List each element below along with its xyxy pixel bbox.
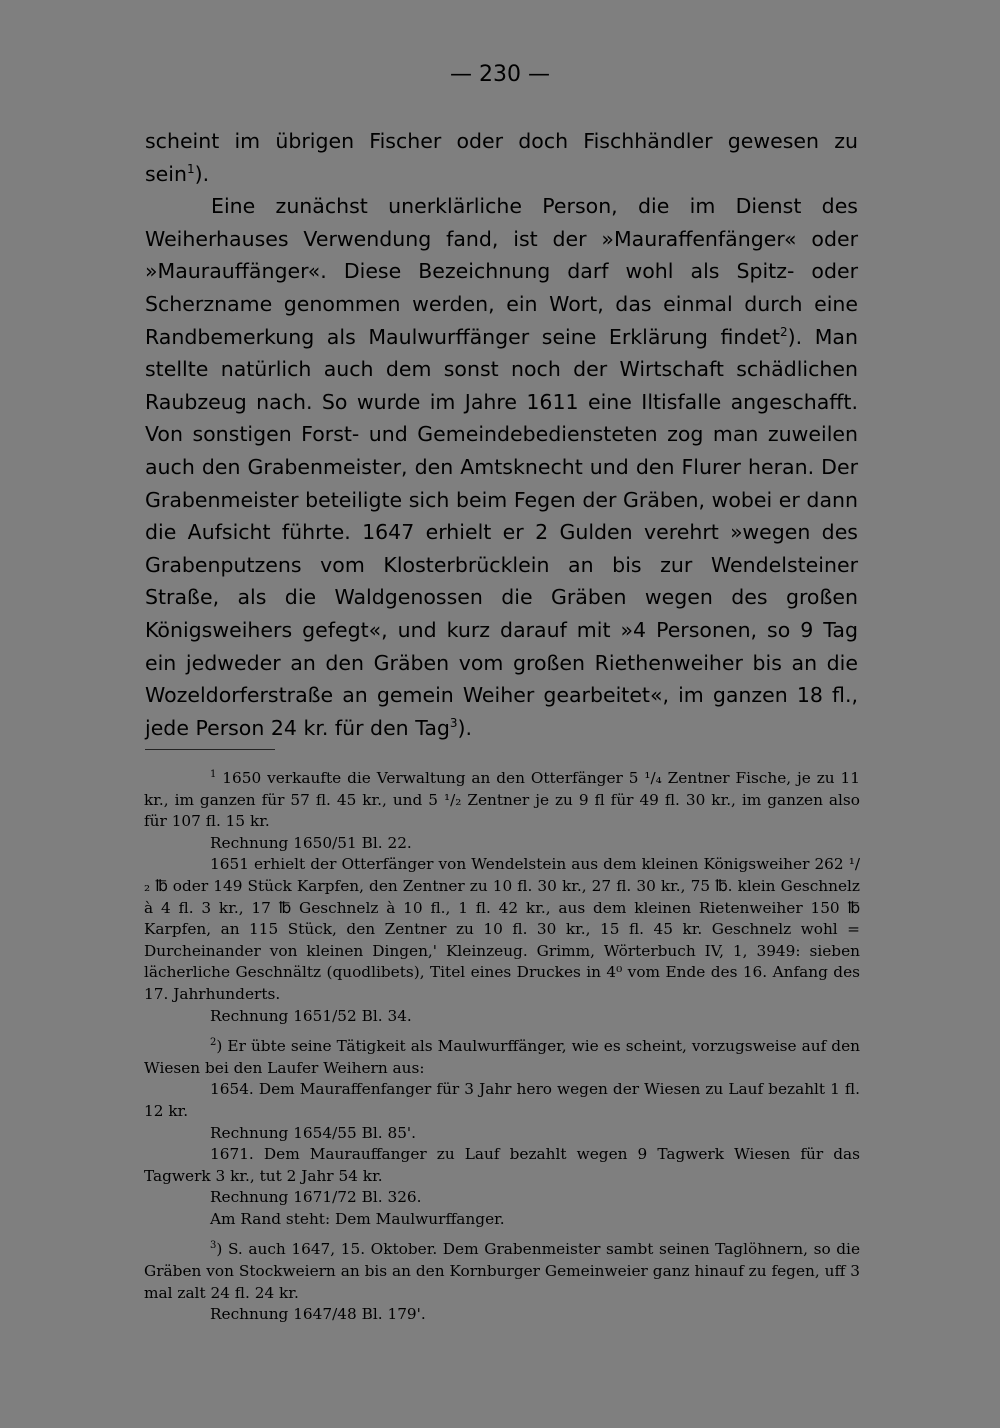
paragraph-text: Eine zunächst unerklärliche Person, die im Dienst des Weiherhauses Verwendung fand, ist der »Mauraffenfänger« oder »Maurauffänger«. Diese Bezeichnung darf wohl als Spitz- oder Scherzname genommen werden, ein Wort, das einmal durch eine Randbemerkung als Maulwurffänger seine Erklärung findet — [145, 194, 858, 349]
footnote-divider — [145, 749, 275, 750]
footnote-source: Rechnung 1650/51 Bl. 22. — [210, 833, 412, 852]
footnote-text: 1671. Dem Maurauffanger zu Lauf bezahlt wegen 9 Tagwerk Wiesen für das Tagwerk 3 kr., tut 2 Jahr 54 kr. — [144, 1145, 860, 1185]
footnote-line: ) S. auch 1647, 15. Oktober. Dem Grabenmeister sambt seinen Taglöhnern, so die Gräben von Stockweiern an bis an den Kornburger Gemeinweier ganz hinauf zu fegen, uff 3 mal zalt 24 fl. 24 kr. — [144, 1240, 860, 1302]
footnote-text — [144, 1036, 860, 1079]
paragraph-text: scheint im übrigen Fischer oder doch Fischhändler gewesen zu sein — [145, 129, 858, 186]
footnote-text — [144, 1239, 860, 1304]
footnote-line: ) Er übte seine Tätigkeit als Maulwurffänger, wie es scheint, vorzugsweise auf den Wiesen bei den Laufer Weihern aus: — [144, 1037, 860, 1077]
footnote-mark: 2 — [210, 1037, 217, 1049]
footnote-source: Rechnung 1651/52 Bl. 34. — [210, 1006, 412, 1025]
paragraph-text: ). — [194, 161, 210, 186]
footnote-line: 1650 verkaufte die Verwaltung an den Otterfänger 5 ¹/₄ Zentner Fische, je zu 11 kr., im ganzen für 57 fl. 45 kr., und 5 ¹/₂ Zentner je zu 9 fl für 49 fl. 30 kr., im ganzen also für 107 fl. 15 kr. — [144, 769, 860, 831]
footnote-2 — [144, 1036, 860, 1230]
footnote-ref[interactable]: 3 — [449, 715, 458, 730]
footnote-ref[interactable]: 1 — [186, 161, 195, 176]
paragraph — [145, 125, 858, 190]
page-number: — 230 — — [450, 62, 550, 87]
footnote-note: Am Rand steht: Dem Maulwurffanger. — [210, 1209, 505, 1228]
footnote-text: 1654. Dem Mauraffenfanger für 3 Jahr hero wegen der Wiesen zu Lauf bezahlt 1 fl. 12 kr. — [144, 1080, 860, 1120]
footnotes — [144, 768, 860, 1335]
paragraph-text: ). — [457, 715, 473, 740]
footnote-ref[interactable]: 2 — [780, 324, 788, 339]
footnote-source: Rechnung 1647/48 Bl. 179'. — [210, 1305, 426, 1324]
footnote-mark: 1 — [210, 769, 217, 780]
footnote-text — [144, 768, 860, 833]
main-text — [145, 125, 858, 744]
footnote-3 — [144, 1239, 860, 1325]
footnote-text: 1651 erhielt der Otterfänger von Wendelstein aus dem kleinen Königsweiher 262 ¹/₂ ℔ oder 149 Stück Karpfen, den Zentner zu 10 fl. 30 kr., 27 fl. 30 kr., 75 ℔. klein Geschnelz à 4 fl. 3 kr., 17 ℔ Geschnelz à 10 fl., 1 fl. 42 kr., aus dem kleinen Rietenweiher 150 ℔ Karpfen, an 115 Stück, den Zentner zu 10 fl. 30 kr., 15 fl. 45 kr. Geschnelz wohl = Durcheinander von kleinen Dingen,' Kleinzeug. Grimm, Wörterbuch IV, 1, 3949: sieben lächerliche Geschnältz (quodlibets), Titel eines Druckes in 4⁰ vom Ende des 16. Anfang des 17. Jahrhunderts. — [144, 855, 860, 1003]
footnote-source: Rechnung 1654/55 Bl. 85'. — [210, 1123, 417, 1142]
footnote-source: Rechnung 1671/72 Bl. 326. — [210, 1188, 422, 1207]
paragraph-text: ). Man stellte natürlich auch dem sonst noch der Wirtschaft schädlichen Raubzeug nach. So wurde im Jahre 1611 eine Iltisfalle angeschafft. Von sonstigen Forst- und Gemeindebediensteten zog man zuweilen auch den Grabenmeister, den Amtsknecht und den Flurer heran. Der Grabenmeister beteiligte sich beim Fegen der Gräben, wobei er dann die Aufsicht führte. 1647 erhielt er 2 Gulden verehrt »wegen des Grabenputzens vom Klosterbrücklein an bis zur Wendelsteiner Straße, als die Waldgenossen die Gräben wegen des großen Königsweihers gefegt«, und kurz darauf mit »4 Personen, so 9 Tag ein jedweder an den Gräben vom großen Riethenweiher bis an die Wozeldorferstraße an gemein Weiher gearbeitet«, im ganzen 18 fl., jede Person 24 kr. für den Tag — [145, 324, 858, 740]
footnote-1 — [144, 768, 860, 1027]
paragraph — [145, 190, 858, 744]
footnote-mark: 3 — [210, 1240, 217, 1252]
